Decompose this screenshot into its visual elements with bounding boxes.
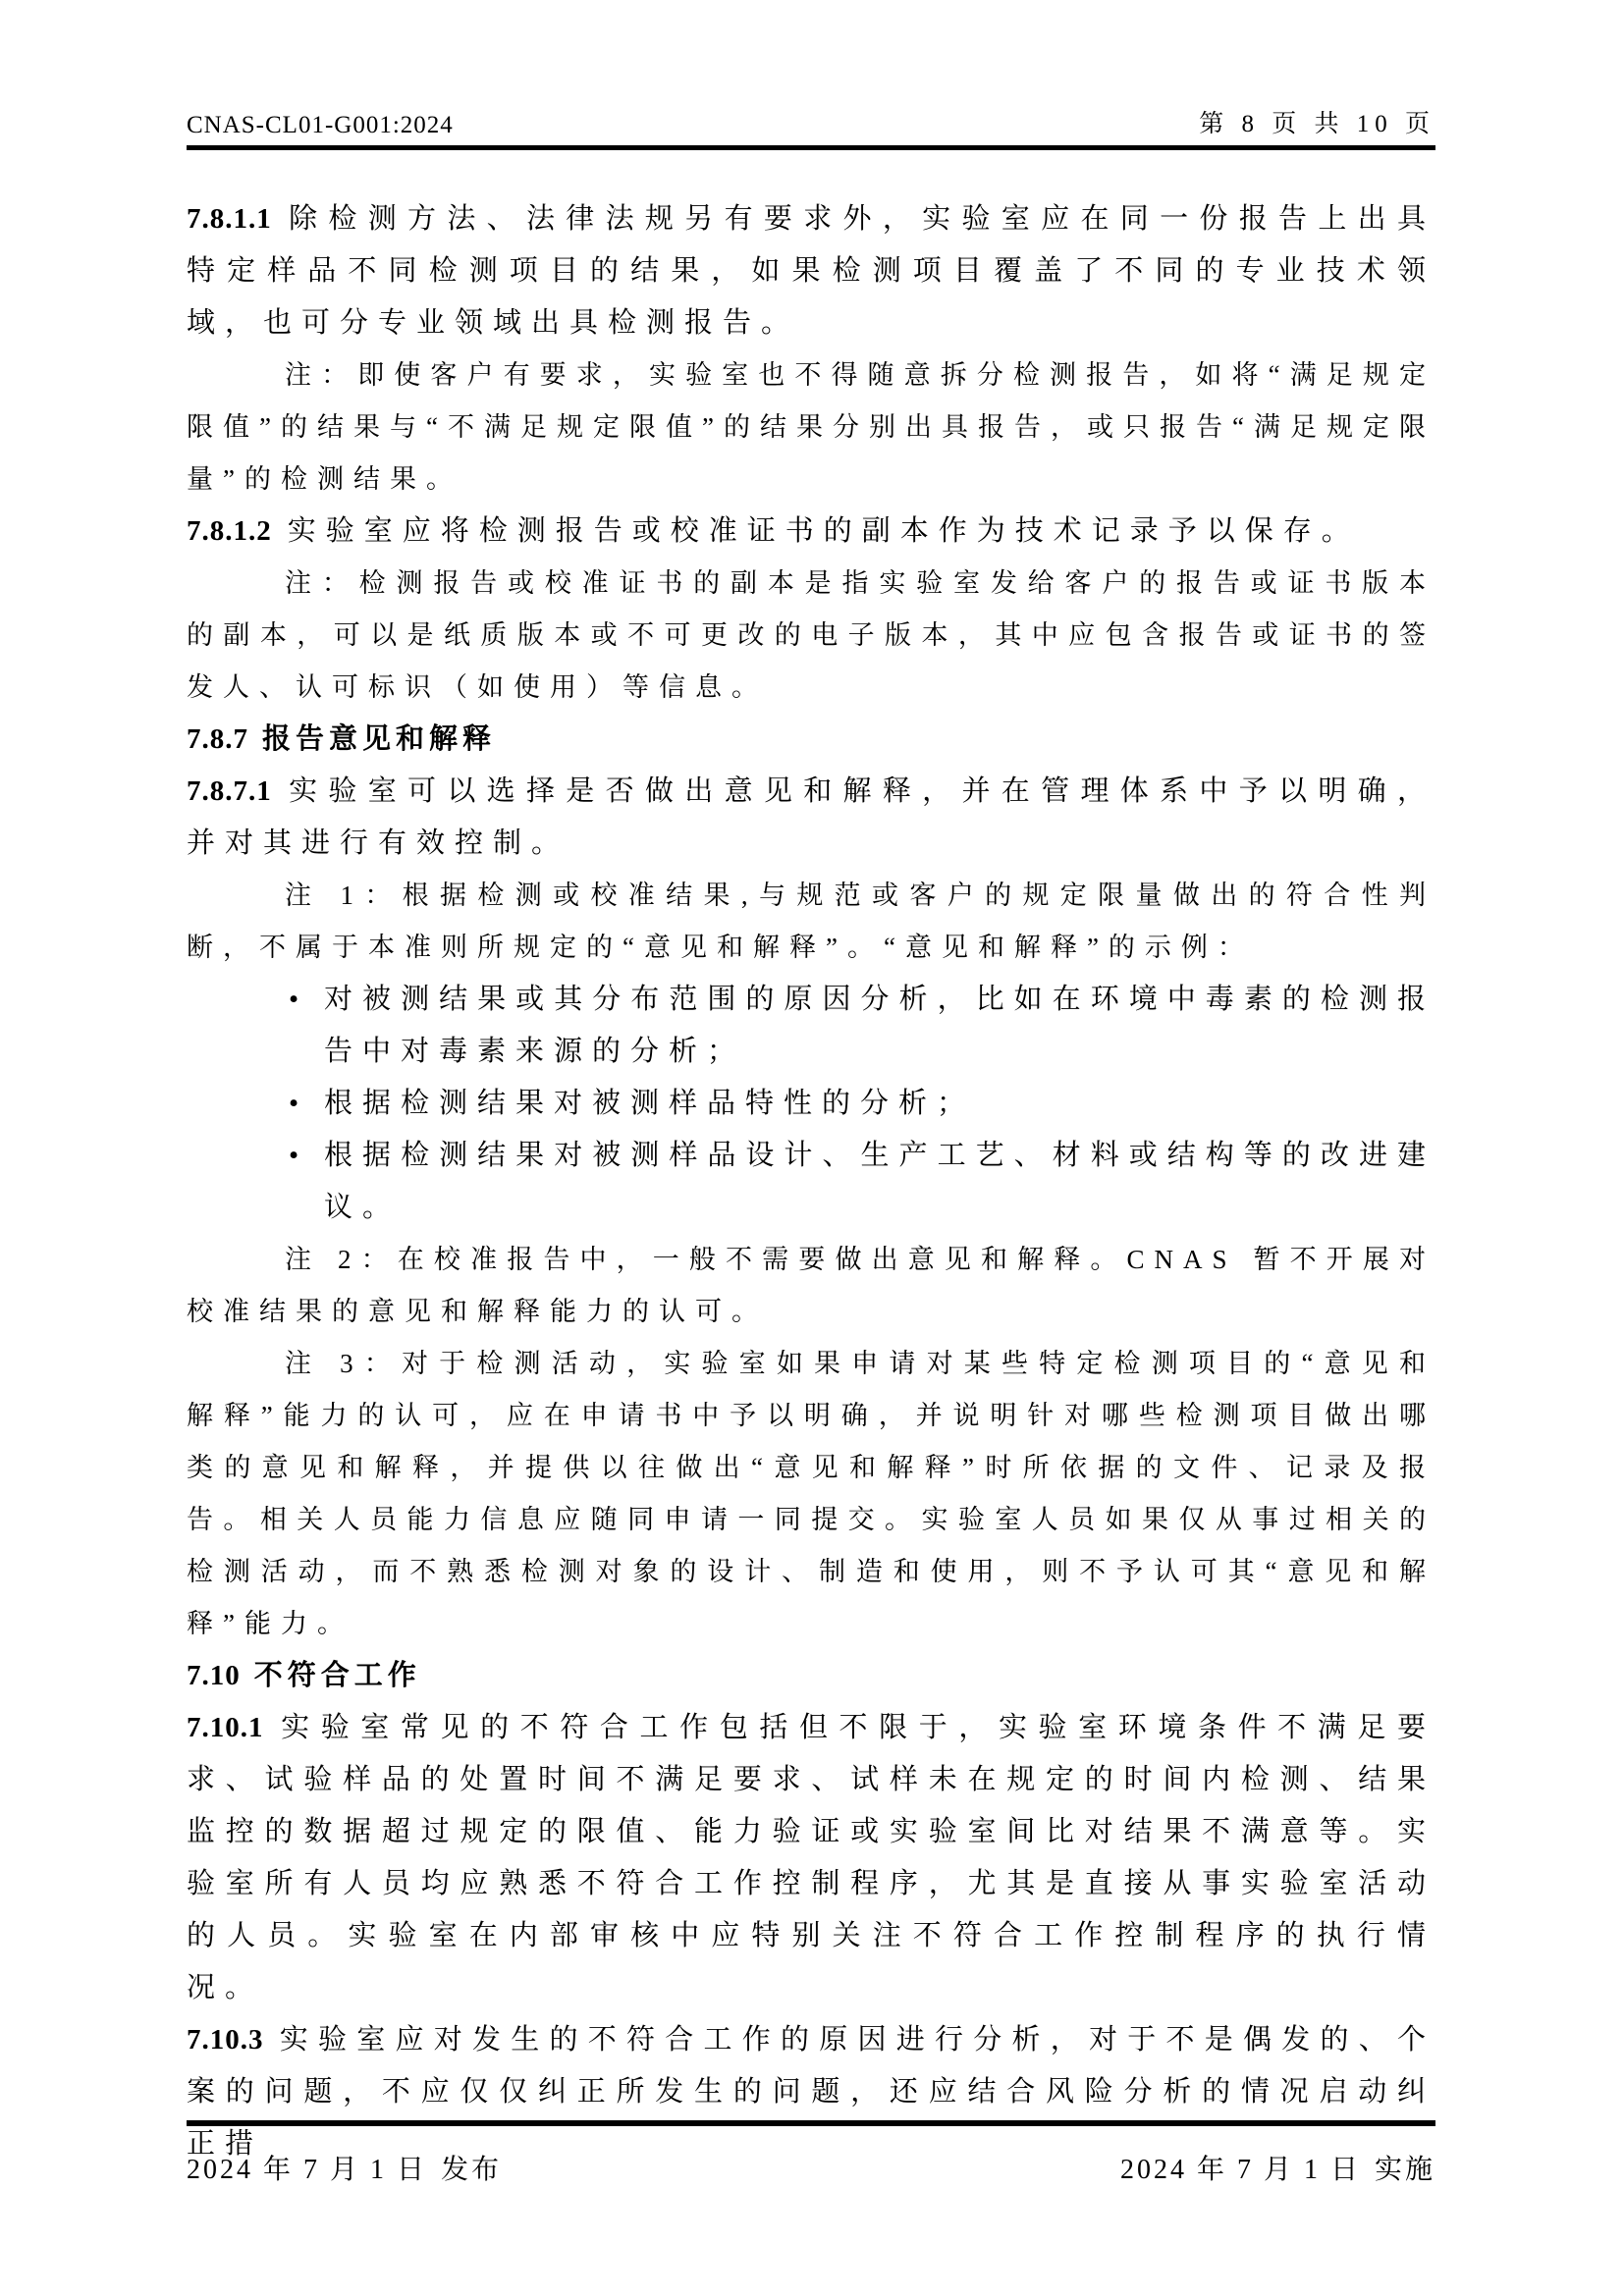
clause-number: 7.8.7.1 (187, 775, 272, 807)
note-paragraph (187, 558, 1435, 714)
paragraph-text: 根据检测结果对被测样品设计、生产工艺、材料或结构等的改进建议。 (324, 1140, 1435, 1223)
paragraph-text: 注 2：在校准报告中，一般不需要做出意见和解释。CNAS 暂不开展对校准结果的意见和解释能力的认可。 (187, 1245, 1435, 1326)
footer-rule (187, 2120, 1435, 2126)
bullet-icon: • (289, 1088, 299, 1119)
clause-paragraph (187, 506, 1435, 558)
document-body (187, 193, 1435, 2170)
release-label: 发布 (441, 2155, 503, 2185)
note-paragraph (187, 1234, 1435, 1338)
paragraph-text: 注：检测报告或校准证书的副本是指实验室发给客户的报告或证书版本的副本，可以是纸质版本或不可更改的电子版本，其中应包含报告或证书的签发人、认可标识（如使用）等信息。 (187, 568, 1435, 702)
paragraph-text: 根据检测结果对被测样品特性的分析； (324, 1088, 976, 1119)
bullet-item (187, 1130, 1435, 1234)
clause-paragraph (187, 193, 1435, 349)
header-rule (187, 145, 1435, 150)
paragraph-text: 实验室可以选择是否做出意见和解释，并在管理体系中予以明确，并对其进行有效控制。 (187, 775, 1435, 859)
paragraph-text: 对被测结果或其分布范围的原因分析，比如在环境中毒素的检测报告中对毒素来源的分析； (324, 984, 1435, 1067)
clause-number: 7.10.1 (187, 1712, 264, 1743)
paragraph-text: 注 3：对于检测活动，实验室如果申请对某些特定检测项目的“意见和解释”能力的认可，应在申请书中予以明确，并说明针对哪些检测项目做出哪类的意见和解释，并提供以往做出“意见和解释”时所依据的文件、记录及报告。相关人员能力信息应随同申请一同提交。实验室人员如果仅从事过相关的检测活动，而不熟悉检测对象的设计、制造和使用，则不予认可其“意见和解释”能力。 (187, 1349, 1435, 1638)
implement-label: 实施 (1374, 2155, 1435, 2185)
paragraph-text: 实验室应对发生的不符合工作的原因进行分析，对于不是偶发的、个案的问题，不应仅仅纠正所发生的问题，还应结合风险分析的情况启动纠正措 (187, 2024, 1435, 2160)
section-heading (187, 1650, 1435, 1702)
paragraph-text: 注：即使客户有要求，实验室也不得随意拆分检测报告，如将“满足规定限值”的结果与“不满足规定限值”的结果分别出具报告，或只报告“满足规定限量”的检测结果。 (187, 360, 1435, 494)
page-footer (187, 2148, 1435, 2187)
note-paragraph (187, 870, 1435, 974)
bullet-icon: • (289, 984, 299, 1015)
implement-date-block (1120, 2148, 1435, 2187)
page-header (187, 104, 1435, 139)
paragraph-text: 实验室应将检测报告或校准证书的副本作为技术记录予以保存。 (287, 515, 1360, 547)
clause-paragraph (187, 1702, 1435, 2014)
clause-paragraph (187, 766, 1435, 870)
clause-number: 7.8.1.1 (187, 203, 272, 235)
release-date-block (187, 2148, 502, 2187)
bullet-item (187, 1078, 1435, 1130)
section-heading (187, 714, 1435, 766)
clause-number: 7.8.1.2 (187, 515, 272, 547)
paragraph-text: 除检测方法、法律法规另有要求外，实验室应在同一份报告上出具特定样品不同检测项目的结果，如果检测项目覆盖了不同的专业技术领域，也可分专业领域出具检测报告。 (187, 203, 1435, 339)
note-paragraph (187, 349, 1435, 506)
note-paragraph (187, 1338, 1435, 1650)
paragraph-text: 注 1：根据检测或校准结果,与规范或客户的规定限量做出的符合性判断，不属于本准则所规定的“意见和解释”。“意见和解释”的示例： (187, 881, 1435, 962)
doc-number: CNAS-CL01-G001:2024 (187, 112, 454, 138)
bullet-icon: • (289, 1140, 299, 1171)
paragraph-text: 不符合工作 (253, 1660, 421, 1691)
paragraph-text: 报告意见和解释 (262, 723, 497, 755)
implement-date: 2024 年 7 月 1 日 (1119, 2155, 1361, 2185)
clause-number: 7.10 (187, 1660, 241, 1691)
paragraph-text: 实验室常见的不符合工作包括但不限于，实验室环境条件不满足要求、试验样品的处置时间不满足要求、试样未在规定的时间内检测、结果监控的数据超过规定的限值、能力验证或实验室间比对结果不满意等。实验室所有人员均应熟悉不符合工作控制程序，尤其是直接从事实验室活动的人员。实验室在内部审核中应特别关注不符合工作控制程序的执行情况。 (187, 1712, 1435, 2003)
release-date: 2024 年 7 月 1 日 (187, 2155, 428, 2185)
clause-number: 7.10.3 (187, 2024, 264, 2056)
bullet-item (187, 974, 1435, 1078)
page-indicator: 第 8 页 共 10 页 (1199, 111, 1435, 137)
clause-number: 7.8.7 (187, 723, 248, 755)
